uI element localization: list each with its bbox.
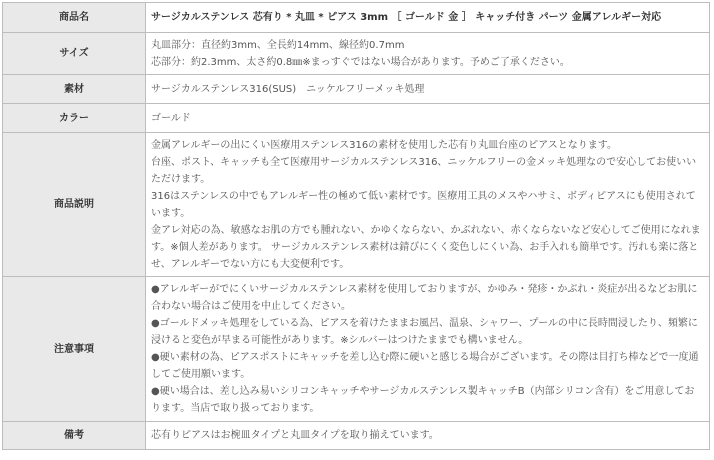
product-name-text: サージカルステンレス 芯有り * 丸皿 * ピアス 3mm ［ ゴールド 金 ］ キャッチ付き パーツ 金属アレルギー対応 — [151, 12, 662, 23]
spec-value-product-name — [146, 3, 710, 33]
spec-value-description — [146, 133, 710, 277]
product-spec-table — [2, 2, 710, 450]
spec-label-size: サイズ — [3, 33, 146, 75]
spec-row-size — [3, 33, 710, 75]
spec-value-notes — [146, 277, 710, 422]
spec-row-material — [3, 75, 710, 104]
notes-item-3: ●硬い素材の為、ピアスポストにキャッチを差し込む際に硬いと感じる場合がございます。その際は目打ち棒などで一度通してご使用願います。 — [151, 352, 699, 380]
spec-label-color: カラー — [3, 104, 146, 133]
spec-label-remarks: 備考 — [3, 422, 146, 450]
spec-label-notes: 注意事項 — [3, 277, 146, 422]
notes-item-4: ●硬い場合は、差し込み易いシリコンキャッチやサージカルステンレス製キャッチB（内部シリコン含有）をご用意しております。当店で取り扱っております。 — [151, 386, 695, 414]
spec-row-color — [3, 104, 710, 133]
spec-value-material — [146, 75, 710, 104]
material-text: サージカルステンレス316(SUS) ニッケルフリーメッキ処理 — [151, 83, 425, 95]
spec-label-description: 商品説明 — [3, 133, 146, 277]
notes-item-2: ●ゴールドメッキ処理をしている為、ピアスを着けたままお風呂、温泉、シャワー、プールの中に長時間浸したり、頻繁に浸けると変色が早まる可能性があります。※シルバーはつけたままでも構いません。 — [151, 318, 698, 346]
description-paragraph-2: 台座、ポスト、キャッチも全て医療用サージカルステンレス316、ニッケルフリーの金メッキ処理なので安心してお使いいただけます。 — [151, 156, 697, 185]
description-paragraph-4: 金アレ対応の為、敏感なお肌の方でも腫れない、かゆくならない、かぶれない、赤くならないなど安心してご使用になれます。※個人差があります。 サージカルステンレス素材は錆びにくく変色しにくい為、お手入れも簡単です。汚れも楽に落とせ、アレルギーでない方にも大変便利です。 — [151, 224, 701, 270]
spec-label-material: 素材 — [3, 75, 146, 104]
spec-value-color — [146, 104, 710, 133]
spec-row-product-name — [3, 3, 710, 33]
remarks-text: 芯有りピアスはお椀皿タイプと丸皿タイプを取り揃えています。 — [151, 430, 439, 441]
spec-row-description — [3, 133, 710, 277]
description-paragraph-1: 金属アレルギーの出にくい医療用ステンレス316の素材を使用した芯有り丸皿台座のピアスとなります。 — [151, 139, 617, 151]
size-line-2: 芯部分：約2.3mm、太さ約0.8㎜※まっすぐではない場合があります。予めご了承ください。 — [151, 56, 570, 68]
spec-row-remarks — [3, 422, 710, 450]
notes-item-1: ●アレルギーがでにくいサージカルステンレス素材を使用しておりますが、かゆみ・発疹・かぶれ・炎症が出るなどお肌に合わない場合はご使用を中止してください。 — [151, 284, 698, 312]
spec-value-size — [146, 33, 710, 75]
spec-label-product-name: 商品名 — [3, 3, 146, 33]
color-text: ゴールド — [151, 112, 191, 124]
description-paragraph-3: 316はステンレスの中でもアレルギー性の極めて低い素材です。医療用工具のメスやハサミ、ボディピアスにも使用されています。 — [151, 190, 696, 219]
size-line-1: 丸皿部分：直径約3mm、全長約14mm、線径約0.7mm — [151, 39, 405, 51]
spec-value-remarks — [146, 422, 710, 450]
spec-row-notes — [3, 277, 710, 422]
